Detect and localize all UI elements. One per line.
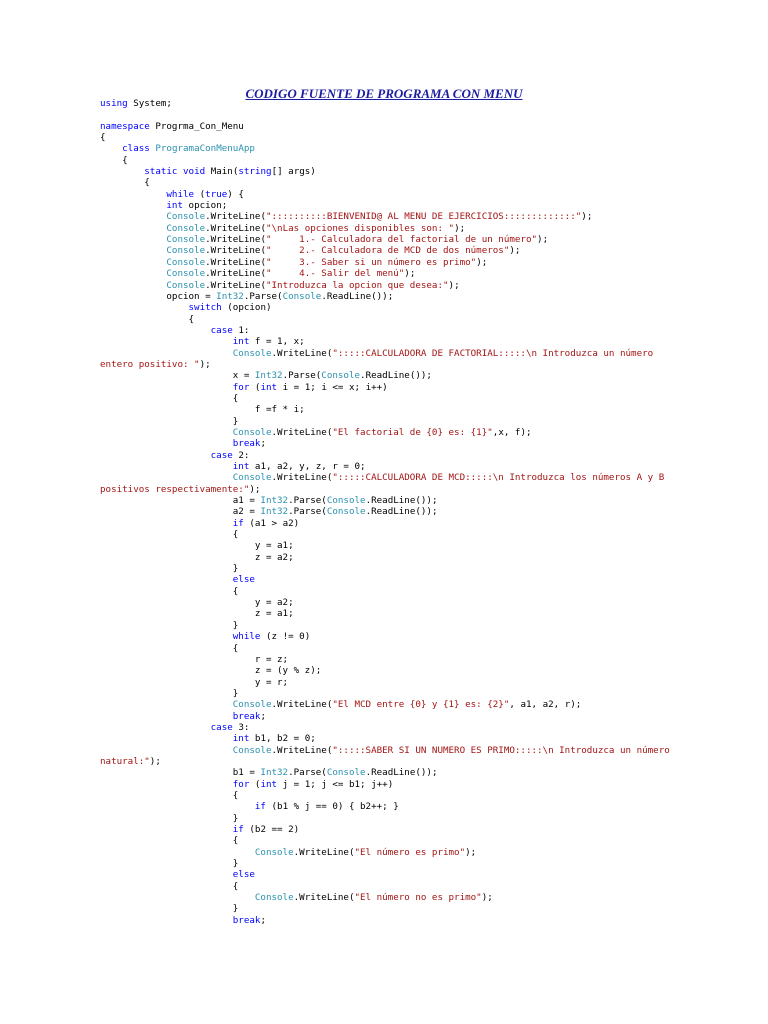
code-token <box>100 631 233 642</box>
code-token: y = a2; <box>100 597 294 609</box>
code-token: "Introduzca la opcion que desea:" <box>265 279 449 291</box>
code-token: Console <box>326 506 366 518</box>
code-token <box>100 438 233 449</box>
code-token: .Parse( <box>288 767 327 779</box>
code-token: Console <box>232 699 272 711</box>
code-token <box>100 461 233 472</box>
code-line <box>100 654 760 665</box>
code-token: (b2 == 2) <box>243 824 300 835</box>
code-token: (z != 0) <box>260 631 311 643</box>
code-line <box>100 699 760 710</box>
code-token: { <box>100 529 239 541</box>
code-line <box>100 643 760 654</box>
code-line <box>100 291 760 302</box>
code-token: b1 = <box>100 767 261 779</box>
code-line <box>100 779 760 790</box>
code-token: ); <box>454 222 466 234</box>
code-token: break <box>232 438 261 450</box>
code-token <box>100 779 233 790</box>
code-token: natural:" <box>100 755 150 767</box>
code-token: ( <box>249 381 261 393</box>
code-token: { <box>100 835 239 847</box>
code-line <box>100 903 760 914</box>
code-token: case <box>210 449 233 461</box>
code-token: else <box>232 574 255 586</box>
code-token: } <box>100 563 239 575</box>
code-token: positivos respectivamente:" <box>100 483 250 495</box>
code-token: "\nLas opciones disponibles son: " <box>265 222 455 234</box>
code-token: ; <box>260 914 266 926</box>
code-token: Console <box>232 347 272 359</box>
code-token: ); <box>581 211 593 223</box>
code-line <box>100 722 760 733</box>
code-line <box>100 132 760 143</box>
code-token: switch <box>188 302 222 314</box>
code-line <box>100 98 760 109</box>
code-line <box>100 257 760 268</box>
code-token: Progrma_Con_Menu <box>149 120 244 132</box>
code-token: int <box>232 733 250 745</box>
code-token <box>100 382 233 393</box>
code-token: { <box>100 132 106 144</box>
code-token: ; <box>260 710 266 722</box>
code-line <box>100 302 760 313</box>
code-token: Console <box>166 234 206 246</box>
code-line <box>100 393 760 404</box>
code-token: case <box>210 721 233 733</box>
code-line <box>100 733 760 744</box>
code-token: break <box>232 710 261 722</box>
code-token: ); <box>199 358 211 370</box>
code-line <box>100 223 760 234</box>
code-token: "El número no es primo" <box>354 892 482 904</box>
code-line <box>100 336 760 347</box>
code-token: ; <box>260 438 266 450</box>
code-line <box>100 801 760 812</box>
code-token: Console <box>254 846 294 858</box>
code-token: void <box>183 166 206 178</box>
code-token <box>100 450 211 461</box>
code-token: .ReadLine()); <box>321 290 394 302</box>
code-token: break <box>232 914 261 926</box>
code-token: Main( <box>205 166 239 178</box>
code-token: .WriteLine( <box>205 256 266 268</box>
code-token: "El número es primo" <box>354 846 466 858</box>
code-token: Console <box>254 892 294 904</box>
code-token: Int32 <box>260 495 289 507</box>
code-token: { <box>100 392 239 404</box>
code-token: if <box>254 801 266 813</box>
code-token: .WriteLine( <box>293 846 355 858</box>
code-token: opcion; <box>183 200 228 212</box>
code-token: ); <box>448 279 460 291</box>
code-token: Int32 <box>216 290 244 302</box>
code-token: i = 1; i <= x; i++) <box>277 381 388 393</box>
code-token: x = <box>100 370 255 382</box>
code-token <box>100 348 233 359</box>
code-token: } <box>100 903 239 915</box>
code-block <box>100 98 760 926</box>
document-title: CODIGO FUENTE DE PROGRAMA CON MENU <box>245 86 523 101</box>
code-token <box>100 280 166 291</box>
code-token: } <box>100 415 239 427</box>
code-token: " 1.- Calculadora del factorial de un número" <box>265 234 538 246</box>
code-token: using <box>100 98 128 109</box>
code-token: Console <box>166 211 206 223</box>
code-token: .WriteLine( <box>205 279 266 291</box>
code-token: .WriteLine( <box>293 892 355 904</box>
code-token: } <box>100 619 239 631</box>
code-token: " 4.- Salir del menú" <box>265 268 405 280</box>
code-token: Console <box>232 744 272 756</box>
code-token <box>100 427 233 438</box>
code-token: z = (y % z); <box>100 665 322 677</box>
code-line <box>100 552 760 563</box>
code-token: a1, a2, y, z, r = 0; <box>249 461 366 472</box>
code-token: namespace <box>100 120 150 132</box>
code-line <box>100 915 760 926</box>
code-token <box>100 234 166 245</box>
code-token: .ReadLine()); <box>365 495 438 507</box>
code-token: y = a1; <box>100 540 294 552</box>
code-token: ); <box>465 846 477 858</box>
code-token: 3: <box>232 721 250 733</box>
code-token: "El MCD entre {0} y {1} es: {2}" <box>332 699 510 711</box>
code-line <box>100 563 760 574</box>
code-token: .WriteLine( <box>271 699 333 711</box>
code-line <box>100 382 760 393</box>
code-line <box>100 416 760 427</box>
code-token: z = a1; <box>100 608 294 620</box>
code-line <box>100 586 760 597</box>
code-token: " 2.- Calculadora de MCD de dos números" <box>265 245 510 257</box>
code-token: .WriteLine( <box>271 472 333 484</box>
code-line <box>100 574 760 585</box>
code-line <box>100 461 760 472</box>
code-token <box>100 268 166 279</box>
code-token: .ReadLine()); <box>365 506 438 518</box>
code-token <box>100 518 233 529</box>
code-token: ); <box>481 892 493 904</box>
code-token: } <box>100 687 239 699</box>
code-line <box>100 756 760 767</box>
code-token: if <box>232 824 244 835</box>
code-token: "El factorial de {0} es: {1}" <box>332 426 493 438</box>
code-token: .WriteLine( <box>205 268 266 280</box>
code-line <box>100 268 760 279</box>
code-token <box>100 699 233 710</box>
code-line <box>100 688 760 699</box>
code-token: opcion = <box>100 290 217 302</box>
code-line <box>100 450 760 461</box>
code-token: [] args) <box>271 166 316 178</box>
code-token: entero positivo: " <box>100 358 200 370</box>
code-token: ProgramaConMenuApp <box>155 143 255 155</box>
code-line <box>100 495 760 506</box>
code-token: .WriteLine( <box>271 426 333 438</box>
code-line <box>100 892 760 903</box>
code-token <box>100 892 255 903</box>
code-token: .WriteLine( <box>271 744 333 756</box>
code-token: Console <box>326 767 366 779</box>
code-line <box>100 280 760 291</box>
code-token: Int32 <box>260 506 289 518</box>
code-token: .WriteLine( <box>271 347 333 359</box>
code-token: ); <box>537 234 549 246</box>
code-token: b1, b2 = 0; <box>249 733 316 745</box>
code-token: .WriteLine( <box>205 234 266 246</box>
code-token: { <box>100 789 239 801</box>
code-line <box>100 529 760 540</box>
code-token: } <box>100 858 239 870</box>
code-token <box>100 722 211 733</box>
code-token: .Parse( <box>288 495 327 507</box>
code-token: " 3.- Saber si un número es primo" <box>265 256 477 268</box>
code-token <box>100 574 233 585</box>
code-token: Console <box>232 472 272 484</box>
code-line <box>100 314 760 325</box>
code-token: f = 1, x; <box>249 336 305 348</box>
code-line <box>100 200 760 211</box>
code-token: 2: <box>232 449 250 461</box>
code-token: if <box>232 517 244 529</box>
code-line <box>100 211 760 222</box>
code-token: Console <box>166 268 206 280</box>
code-token: ); <box>149 755 161 767</box>
code-token: .Parse( <box>288 506 327 518</box>
code-token: ( <box>249 778 261 790</box>
code-token <box>100 711 233 722</box>
code-token: Console <box>166 279 206 291</box>
code-token: .Parse( <box>282 370 322 382</box>
code-token: Console <box>282 290 322 302</box>
code-token: { <box>100 585 239 597</box>
code-token: case <box>210 324 233 336</box>
code-token: ); <box>249 483 261 495</box>
code-token: Console <box>166 245 206 257</box>
code-line <box>100 109 760 120</box>
code-token: { <box>100 154 128 166</box>
code-line <box>100 121 760 132</box>
code-line <box>100 858 760 869</box>
code-token: while <box>166 188 195 200</box>
code-token: a1 = <box>100 495 261 507</box>
code-token: Console <box>166 222 206 234</box>
code-token: ":::::SABER SI UN NUMERO ES PRIMO:::::\n Introduzca un número <box>332 744 670 756</box>
code-line <box>100 518 760 529</box>
code-token <box>100 733 233 744</box>
code-line <box>100 189 760 200</box>
code-token <box>100 847 255 858</box>
code-line <box>100 484 760 495</box>
code-line <box>100 847 760 858</box>
code-token: string <box>238 166 272 178</box>
code-token: Console <box>326 495 366 507</box>
code-token: { <box>100 177 150 189</box>
code-token <box>100 302 189 313</box>
code-token: z = a2; <box>100 551 294 563</box>
code-line <box>100 234 760 245</box>
code-line <box>100 359 760 370</box>
code-line <box>100 665 760 676</box>
code-token <box>100 211 166 222</box>
code-token: .Parse( <box>243 290 283 302</box>
code-token: (a1 > a2) <box>243 517 300 529</box>
code-line <box>100 869 760 880</box>
code-token: else <box>232 869 255 881</box>
code-token: , a1, a2, r); <box>509 699 582 711</box>
code-token <box>100 143 122 154</box>
code-token: "::::::::::BIENVENID@ AL MENU DE EJERCICIOS:::::::::::::" <box>265 211 582 223</box>
code-token: .ReadLine()); <box>360 370 432 382</box>
code-token <box>100 166 144 177</box>
code-token: Int32 <box>254 370 283 382</box>
code-token: Console <box>321 370 361 382</box>
code-line <box>100 631 760 642</box>
code-line <box>100 813 760 824</box>
code-token: int <box>260 778 278 790</box>
code-token <box>100 336 233 347</box>
code-token: int <box>166 200 183 212</box>
code-token: int <box>260 381 278 393</box>
code-token <box>100 245 166 256</box>
code-token: j = 1; j <= b1; j++) <box>277 778 394 790</box>
code-token: ); <box>404 268 416 280</box>
code-line <box>100 711 760 722</box>
code-token: true <box>205 188 228 200</box>
code-line <box>100 597 760 608</box>
code-token: ( <box>194 188 206 200</box>
code-token: Console <box>166 256 206 268</box>
code-line <box>100 370 760 381</box>
code-line <box>100 835 760 846</box>
code-token: ":::::CALCULADORA DE MCD:::::\n Introduzca los números A y B <box>332 472 665 484</box>
code-token: int <box>232 336 250 348</box>
code-token: ) { <box>227 188 244 200</box>
code-line <box>100 404 760 415</box>
code-token: ,x, f); <box>492 426 532 438</box>
code-token <box>100 189 166 200</box>
code-token: { <box>100 313 195 325</box>
code-token: 1: <box>232 324 250 336</box>
code-token <box>100 472 233 483</box>
code-token <box>100 257 166 268</box>
code-token: for <box>232 381 250 393</box>
code-line <box>100 325 760 336</box>
code-line <box>100 177 760 188</box>
code-line <box>100 348 760 359</box>
code-token: Int32 <box>260 767 289 779</box>
code-token <box>100 223 166 234</box>
code-line <box>100 506 760 517</box>
code-token: for <box>232 778 250 790</box>
code-token: { <box>100 642 239 654</box>
code-token: ); <box>509 245 521 257</box>
code-token <box>100 824 233 835</box>
code-token: .ReadLine()); <box>365 767 438 779</box>
code-token: } <box>100 812 239 824</box>
code-line <box>100 608 760 619</box>
code-token <box>100 745 233 756</box>
code-line <box>100 472 760 483</box>
code-token: .WriteLine( <box>205 245 266 257</box>
code-token <box>100 869 233 880</box>
code-token: { <box>100 880 239 892</box>
code-line <box>100 438 760 449</box>
code-line <box>100 790 760 801</box>
code-token: (opcion) <box>221 302 272 314</box>
code-line <box>100 767 760 778</box>
code-token: r = z; <box>100 653 289 665</box>
code-token: int <box>232 461 250 472</box>
code-token: while <box>232 631 261 643</box>
code-token: Console <box>232 426 272 438</box>
code-token: static <box>144 166 178 178</box>
code-token <box>100 915 233 926</box>
code-token: .WriteLine( <box>205 222 266 234</box>
code-token: ":::::CALCULADORA DE FACTORIAL:::::\n Introduzca un número <box>332 347 654 359</box>
code-token: System; <box>127 98 172 109</box>
code-token <box>100 801 255 812</box>
code-line <box>100 620 760 631</box>
code-line <box>100 245 760 256</box>
code-line <box>100 824 760 835</box>
code-line <box>100 677 760 688</box>
code-line <box>100 166 760 177</box>
code-line <box>100 155 760 166</box>
code-line <box>100 881 760 892</box>
code-token: f =f * i; <box>100 404 305 416</box>
code-line <box>100 143 760 154</box>
code-token <box>100 200 166 211</box>
code-token <box>100 325 211 336</box>
code-token: class <box>122 143 150 155</box>
code-token: (b1 % j == 0) { b2++; } <box>265 801 399 813</box>
code-token: .WriteLine( <box>205 211 266 223</box>
code-token: a2 = <box>100 506 261 518</box>
code-line <box>100 427 760 438</box>
code-line <box>100 540 760 551</box>
code-token: ); <box>476 256 488 268</box>
code-line <box>100 745 760 756</box>
code-token: y = r; <box>100 676 289 688</box>
